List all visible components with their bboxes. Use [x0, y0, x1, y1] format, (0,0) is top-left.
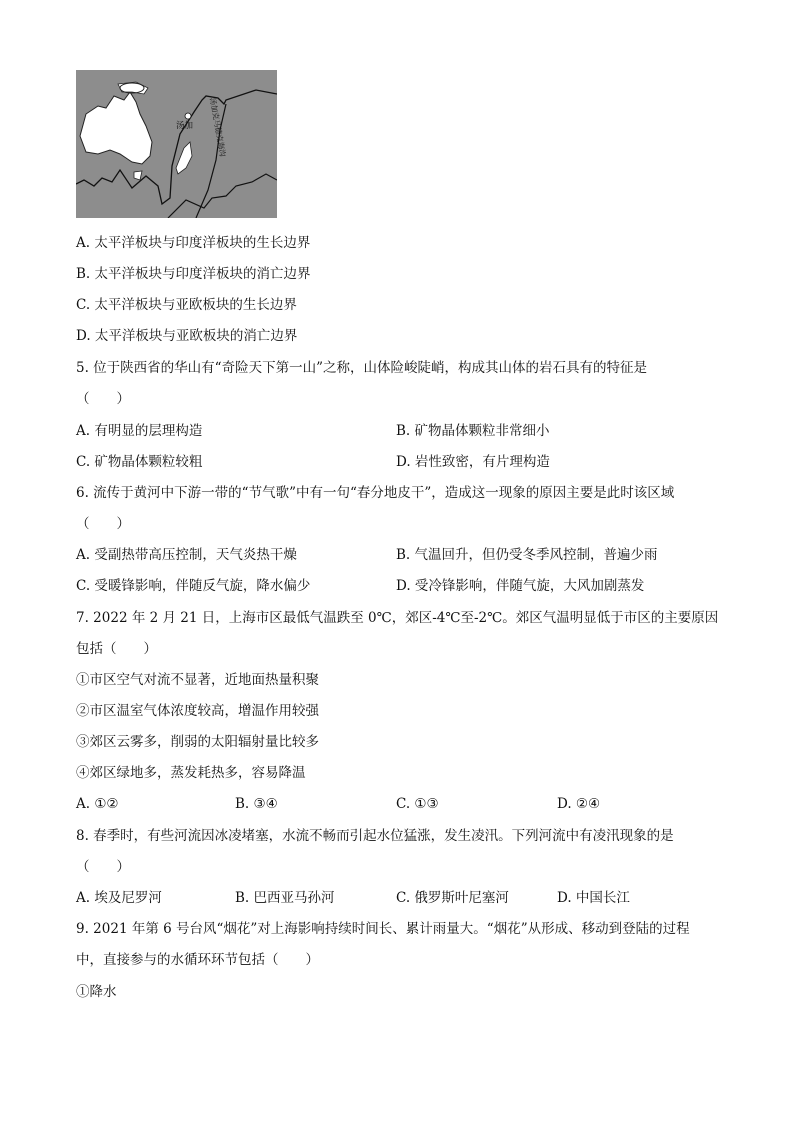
q7-option-b: B. ③④	[235, 796, 278, 812]
trench-label: 汤加克马德克海沟	[208, 96, 228, 158]
q6-blank: （ ）	[76, 516, 130, 532]
tonga-label: 汤加	[176, 121, 194, 131]
q6-option-d: D. 受冷锋影响，伴随气旋，大风加剧蒸发	[396, 578, 645, 594]
q6-stem: 6. 流传于黄河中下游一带的“节气歌”中有一句“春分地皮干”，造成这一现象的原因主要是此时该区域	[76, 485, 675, 501]
tonga-marker	[185, 113, 191, 119]
q8-option-c: C. 俄罗斯叶尼塞河	[396, 890, 509, 906]
q7-item-2: ②市区温室气体浓度较高，增温作用较强	[76, 703, 319, 719]
q5-option-c: C. 矿物晶体颗粒较粗	[76, 454, 203, 470]
q7-item-3: ③郊区云雾多，削弱的太阳辐射量比较多	[76, 734, 319, 750]
q7-item-1: ①市区空气对流不显著，近地面热量积聚	[76, 672, 319, 688]
q8-option-b: B. 巴西亚马孙河	[235, 890, 335, 906]
q8-option-a: A. 埃及尼罗河	[76, 890, 162, 906]
q7-option-a: A. ①②	[76, 796, 119, 812]
q9-stem-line1: 9. 2021 年第 6 号台风“烟花”对上海影响持续时间长、累计雨量大。“烟花”从形成、移动到登陆的过程	[76, 921, 690, 937]
q5-stem: 5. 位于陕西省的华山有“奇险天下第一山”之称，山体险峻陡峭，构成其山体的岩石具有的特征是	[76, 360, 647, 376]
q8-blank: （ ）	[76, 859, 130, 875]
q4-option-d: D. 太平洋板块与亚欧板块的消亡边界	[76, 328, 298, 344]
q8-stem: 8. 春季时，有些河流因冰凌堵塞，水流不畅而引起水位猛涨，发生凌汛。下列河流中有凌汛现象的是	[76, 828, 674, 844]
q5-option-d: D. 岩性致密，有片理构造	[396, 454, 550, 470]
q7-item-4: ④郊区绿地多，蒸发耗热多，容易降温	[76, 765, 306, 781]
q9-item-1: ①降水	[76, 984, 117, 1000]
q5-option-b: B. 矿物晶体颗粒非常细小	[396, 423, 550, 439]
q5-blank: （ ）	[76, 391, 130, 407]
q6-option-c: C. 受暖锋影响，伴随反气旋，降水偏少	[76, 578, 311, 594]
q7-stem-line1: 7. 2022 年 2 月 21 日，上海市区最低气温跌至 0℃，郊区-4℃至-2℃。郊区气温明显低于市区的主要原因	[76, 610, 719, 626]
tonga-trench-map	[76, 70, 277, 218]
q7-option-d: D. ②④	[557, 796, 601, 812]
q8-option-d: D. 中国长江	[557, 890, 630, 906]
q7-stem-line2: 包括（ ）	[76, 641, 157, 657]
q4-option-a: A. 太平洋板块与印度洋板块的生长边界	[76, 235, 311, 251]
q9-stem-line2: 中，直接参与的水循环环节包括（ ）	[76, 952, 319, 968]
q5-option-a: A. 有明显的层理构造	[76, 423, 203, 439]
q6-option-a: A. 受副热带高压控制，天气炎热干燥	[76, 547, 297, 563]
q6-option-b: B. 气温回升，但仍受冬季风控制，普遍少雨	[396, 547, 658, 563]
q4-option-c: C. 太平洋板块与亚欧板块的生长边界	[76, 297, 297, 313]
q4-option-b: B. 太平洋板块与印度洋板块的消亡边界	[76, 266, 311, 282]
q7-option-c: C. ①③	[396, 796, 439, 812]
